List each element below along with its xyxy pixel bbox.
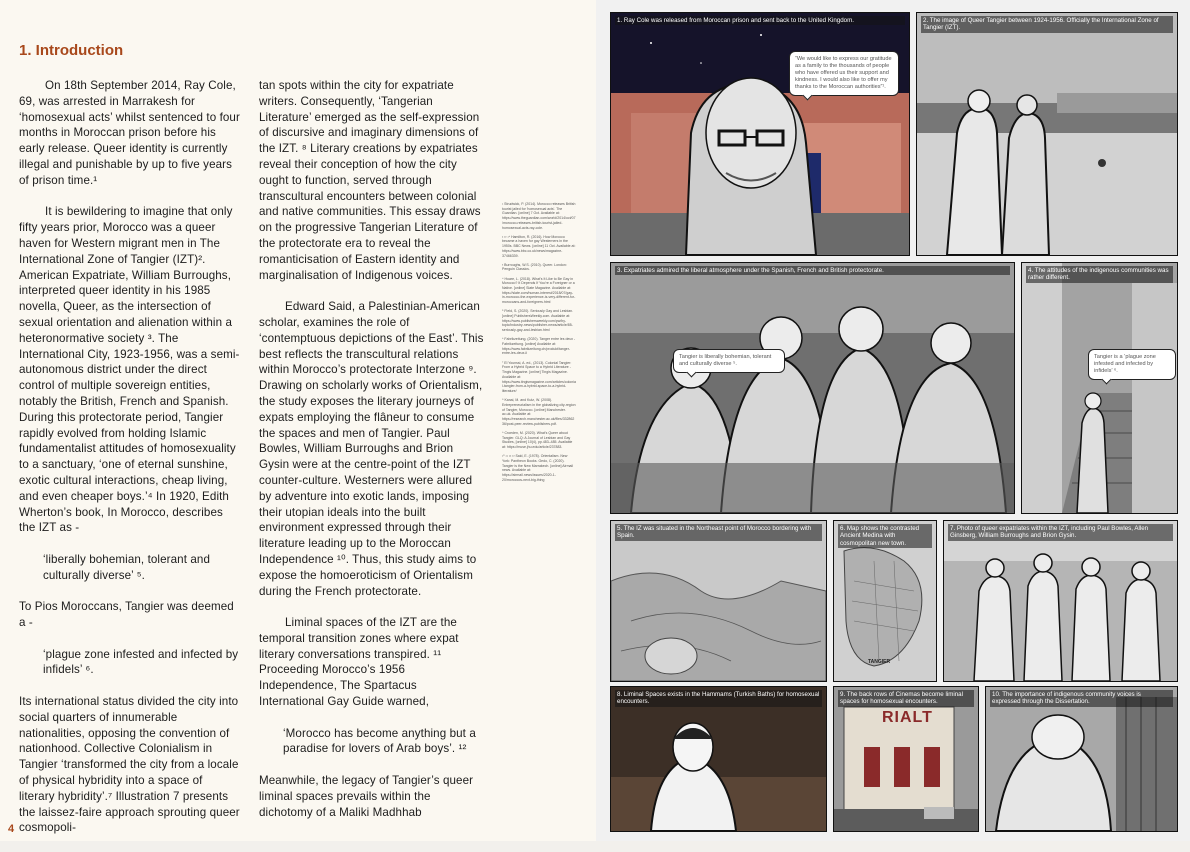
panel-1-ray-cole (610, 12, 910, 256)
panel-caption: 10. The importance of indigenous community voices is expressed through the Dissertation. (990, 690, 1173, 707)
footnotes (502, 202, 576, 487)
footnote: ⁷ El Younssi, A. ed., (2013). Colonial Tangier: From a Hybrid Space to a Hybrid Literature - Tingis Magazine. [online] Tingis Magazine. Available at: https://www.tingismagazine.com/articles/colonial-tangier-from-a-hybrid-space-to-a-hybrid-literature/ (502, 360, 576, 393)
panel-caption: 8. Liminal Spaces exists in the Hammams (Turkish Baths) for homosexual encounters. (615, 690, 822, 707)
map-label: TANGIER (868, 659, 891, 665)
paragraph: On 18th September 2014, Ray Cole, 69, was arrested in Marrakesh for ‘homosexual acts’ whilst sentenced to four months in Moroccan prison before his early release. Queer identity is currently illegal and punishable by up to five years of prison time.¹ (19, 79, 240, 187)
paragraph: Edward Said, a Palestinian-American scholar, examines the role of ‘contemptuous depictions of the East’. This best reflects the transcultural relations within Morocco’s protectorate Interzone ⁹. Drawing on scholarly works of Orientalism, the study exposes the literary journeys of expats employing the flâneur to consume the spaces and men of Tangier. Paul Bowles, William Burroughs and Brion Gysin were at the centre-point of the IZT counter-culture. Westerners were allured by adventure into exotic lands, imposing their utopian ideals into the built environment expressed through their literature leading up to the Moroccan Independence ¹⁰. Thus, this study aims to expose the homoeroticism of Orientalism during the French protectorate. (259, 300, 484, 598)
block-quote: ‘plague zone infested and infected by infidels’ ⁶. (43, 647, 239, 677)
panel-10-indigenous-voices (985, 686, 1178, 832)
paragraph: To Pios Moroccans, Tangier was deemed a - (19, 600, 234, 630)
paragraph: tan spots within the city for expatriate writers. Consequently, ‘Tangerian Literature’ emerged as the self-expression of discursive and imaginary dimensions of the IZT. ⁸ Literary creations by expatriates reveal their conception of how the city ought to function, served through transcultural encounters between colonial and native communities. This essay draws on the progressive Tangerian Literature of the protectorate era to reveal the romanticisation of Eastern identity and marginalisation of Indigenous voices. (259, 79, 481, 282)
speech-bubble: “We would like to express our gratitude as a family to the thousands of people who have offered us their support and kindness. I would also like to offer my thanks to the Moroccan authorities”¹. (789, 51, 899, 96)
footnote: ⁵ Field, S. (2020). Seriously Gay and Lesbian. [online] PublishersWeekly.com. Available at: https://www.publishersweekly.com/pw/by-topic/industry-news/publisher-news/article/85-seriously-gay-and-lesbian.html (502, 309, 574, 333)
panel-3-illustration (611, 263, 1014, 513)
panel-caption: 6. Map shows the contrasted Ancient Medina with cosmopolitan new town. (838, 524, 932, 548)
footnote: ⁴ Hoare, L. (2018). What's It Like to Be Gay in Morocco? It Depends If You're a Foreigner or a Native. [online] Slate Magazine. Available at: https://slate.com/human-interest/2018/07/gay-in-morocco-the-experience-is-very-different-for-moroccans-and-foreigners.html (502, 276, 576, 305)
paragraph: It is bewildering to imagine that only fifty years prior, Morocco was a queer haven for Western migrant men in The International Zone of Tangier (IZT)². American Expatriate, William Burroughs, interpreted queer identity in his 1985 novella, Queer, as the intersection of sexual orientation and alienation within a heteronormative society ³. The International City, 1923-1956, was a semi-autonomous district under the direct control of multiple sovereign entities, notably the British, French and Spanish. During this protectorate period, Tangier rapidly evolved from holding Islamic fundamentalist attitudes of homosexuality to a sanctuary, ‘one of eternal sunshine, exotic cultural interactions, cheap living, and even cheaper boys.’⁴ In 1920, Edith Wherton’s book, In Morocco, describes the IZT as - (19, 205, 240, 535)
panel-4-illustration (1022, 263, 1177, 513)
panel-7-queer-expatriates (943, 520, 1178, 682)
page-number: 4 (8, 823, 15, 835)
paragraph: Its international status divided the city into social quarters of innumerable nationalities, opposing the convention of nationhood. Collective Colonialism in Tangier ‘transformed the city from a locale of physical hybridity into a space of literary hybridity’.⁷ Illustration 7 presents the laissez-faire approach sprouting queer cosmopoli- (19, 695, 240, 835)
panel-caption: 4. The attitudes of the indigenous communities was rather different. (1026, 266, 1173, 283)
paragraph: Liminal spaces of the IZT are the temporal transition zones where expat literary conversations transpired. ¹¹ Proceeding Morocco’s 1956 Independence, The Spartacus International Gay Guide warned, (259, 616, 459, 709)
panel-caption: 1. Ray Cole was released from Moroccan prison and sent back to the United Kingdom. (615, 16, 905, 25)
panel-6-map-medina (833, 520, 937, 682)
panel-5-map (611, 521, 826, 681)
panel-5-map-morocco (610, 520, 827, 682)
footnote: ¹⁰ ¹¹ ¹² ¹³ Said, E. (1978). Orientalism. New York: Pantheon Books. Gedo, C. (2020). Tangier is the New Marrakech. [online] Airmail news. Available at: https://airmail.news/issues/2020-1-20/moroccos-next-big-thing (502, 454, 574, 482)
panel-4-indigenous-attitudes (1021, 262, 1178, 514)
footnote: ⁹ Croeden, M. (2020). What's Queer about Tangier. GLQ: A Journal of Lesbian and Gay Studies, [online] 10(4), pp.483–485. Available at: https://muse.jhu.edu/article/237883. (502, 430, 573, 449)
panel-8-illustration (611, 687, 826, 831)
panel-7-illustration (944, 521, 1177, 681)
panel-caption: 3. Expatriates admired the liberal atmosphere under the Spanish, French and British protectorate. (615, 266, 1010, 275)
text-column-1 (19, 78, 241, 852)
panel-3-expatriates (610, 262, 1015, 514)
panel-10-illustration (986, 687, 1177, 831)
panel-1-illustration (611, 13, 909, 255)
footnote: ² ¹³ ¹⁴ Hamilton, R. (2016). How Morocco became a haven for gay Westerners in the 1950s. BBC News. [online] 11 Oct. Available at: https://www.bbc.co.uk/news/magazine-37466339. (502, 234, 576, 258)
panel-2-illustration (917, 13, 1177, 255)
block-quote: ‘Morocco has become anything but a paradise for lovers of Arab boys’. ¹² (283, 726, 476, 756)
speech-bubble: Tangier is liberally bohemian, tolerant and culturally diverse ⁵. (673, 349, 785, 373)
footnote: ⁸ Kanai, M. and Kutz, W. (2008). Entrepreneurialism in the globalizing city-region of Tangier, Morocco. [online] Manchester. ac.uk. Available at: https://research.manchester.ac.uk/files/33286236/post-peer-review-publishers.pdf. (502, 398, 576, 426)
footnote: ³ Burroughs, W.S. (2010). Queer. London: Penguin Classics. (502, 262, 567, 272)
paragraph: Meanwhile, the legacy of Tangier’s queer liminal spaces prevails within the dichotomy of a Maliki Madhhab (259, 774, 474, 819)
right-page (596, 0, 1190, 841)
speech-bubble: Tangier is a ‘plague zone infested and infected by infidels’ ⁶. (1088, 349, 1176, 380)
panel-caption: 9. The back rows of Cinemas become liminal spaces for homosexual encounters. (838, 690, 974, 707)
text-column-2 (259, 78, 485, 836)
panel-8-hammams (610, 686, 827, 832)
block-quote: ‘liberally bohemian, tolerant and culturally diverse’ ⁵. (43, 552, 210, 582)
left-page (0, 0, 596, 841)
footnote: ⁶ Fabrikzeitung. (2020). Tanger entre les deux - Fabrikzeitung. [online] Available at: https://www.fabrikzeitung.ch/produkt/tanger-entre-les-deux-ii (502, 337, 576, 356)
cinema-sign: RIALT (882, 709, 933, 726)
panel-2-queer-tangier (916, 12, 1178, 256)
panel-caption: 5. The IZ was situated in the Northeast point of Morocco bordering with Spain. (615, 524, 822, 541)
panel-caption: 2. The image of Queer Tangier between 1924-1956. Officially the International Zone of Tangier (IZT). (921, 16, 1173, 33)
panel-caption: 7. Photo of queer expatriates within the IZT, including Paul Bowles, Allen Ginsberg, William Burroughs and Brion Gysin. (948, 524, 1173, 541)
footnote: ¹ Strudwick, P. (2014). Morocco releases British tourist jailed for 'homosexual acts'. The Guardian. [online] 7 Oct. Available at: https://www.theguardian.com/world/2014/oct/07/morocco-releases-british-tourist-jailed-homosexual-acts-ray-cole. (502, 202, 576, 230)
section-heading: 1. Introduction (19, 42, 124, 59)
panel-9-cinemas (833, 686, 979, 832)
